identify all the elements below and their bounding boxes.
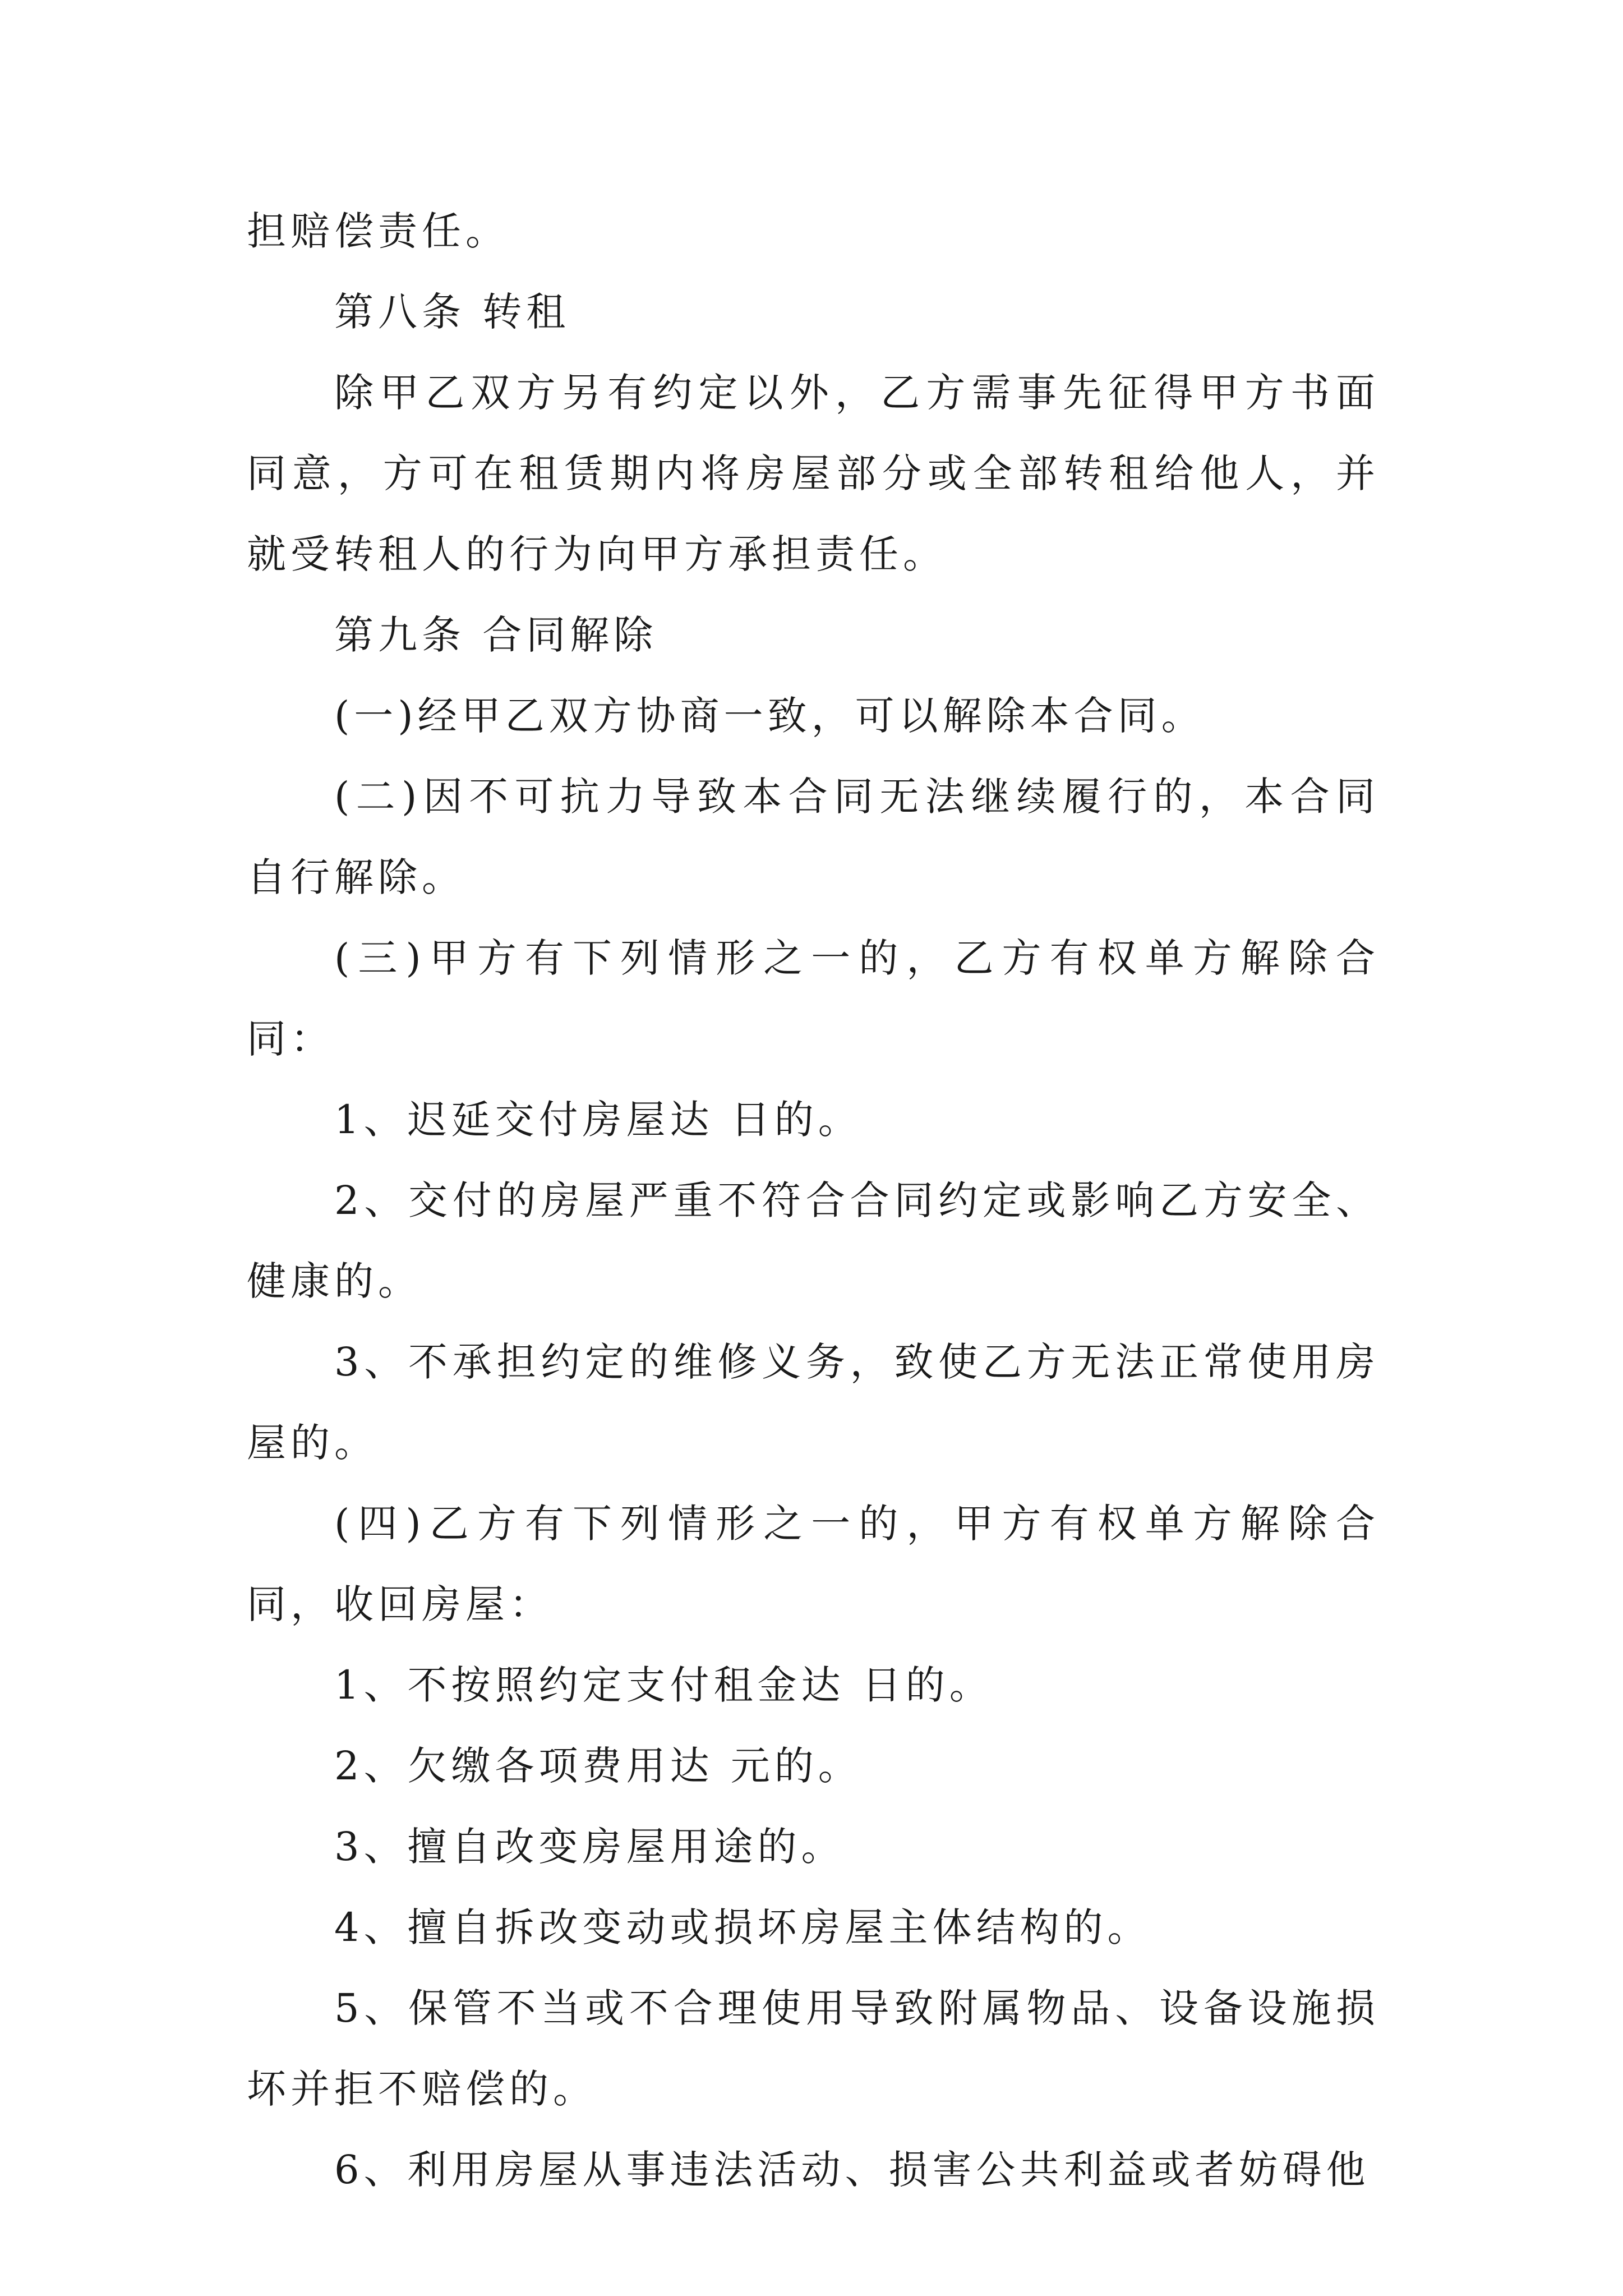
list-item: 3、不承担约定的维修义务，致使乙方无法正常使用房屋的。: [247, 1339, 1380, 1466]
list-item: 4、擅自拆改变动或损坏房屋主体结构的。: [334, 1904, 1151, 1950]
section-heading-termination: 第九条 合同解除: [334, 612, 658, 658]
list-item: 6、利用房屋从事违法活动、损害公共利益或者妨碍他: [334, 2147, 1370, 2193]
document-body: [247, 191, 1380, 2210]
list-item: 1、迟延交付房屋达 日的。: [334, 1097, 862, 1143]
paragraph: (二)因不可抗力导致本合同无法继续履行的，本合同自行解除。: [247, 774, 1380, 900]
paragraph: 除甲乙双方另有约定以外，乙方需事先征得甲方书面同意，方可在租赁期内将房屋部分或全部转租给他人，并就受转租人的行为向甲方承担责任。: [247, 370, 1380, 577]
paragraph: (四)乙方有下列情形之一的，甲方有权单方解除合同，收回房屋：: [247, 1501, 1380, 1627]
paragraph: (一)经甲乙双方协商一致，可以解除本合同。: [334, 693, 1205, 739]
paragraph: (三)甲方有下列情形之一的，乙方有权单方解除合同：: [247, 935, 1380, 1062]
list-item: 5、保管不当或不合理使用导致附属物品、设备设施损坏并拒不赔偿的。: [247, 1985, 1380, 2112]
list-item: 2、欠缴各项费用达 元的。: [334, 1743, 862, 1789]
section-heading-sublease: 第八条 转租: [334, 289, 570, 335]
list-item: 2、交付的房屋严重不符合合同约定或影响乙方安全、健康的。: [247, 1177, 1380, 1304]
list-item: 3、擅自改变房屋用途的。: [334, 1824, 845, 1870]
paragraph: 担赔偿责任。: [247, 208, 509, 254]
list-item: 1、不按照约定支付租金达 日的。: [334, 1662, 993, 1708]
